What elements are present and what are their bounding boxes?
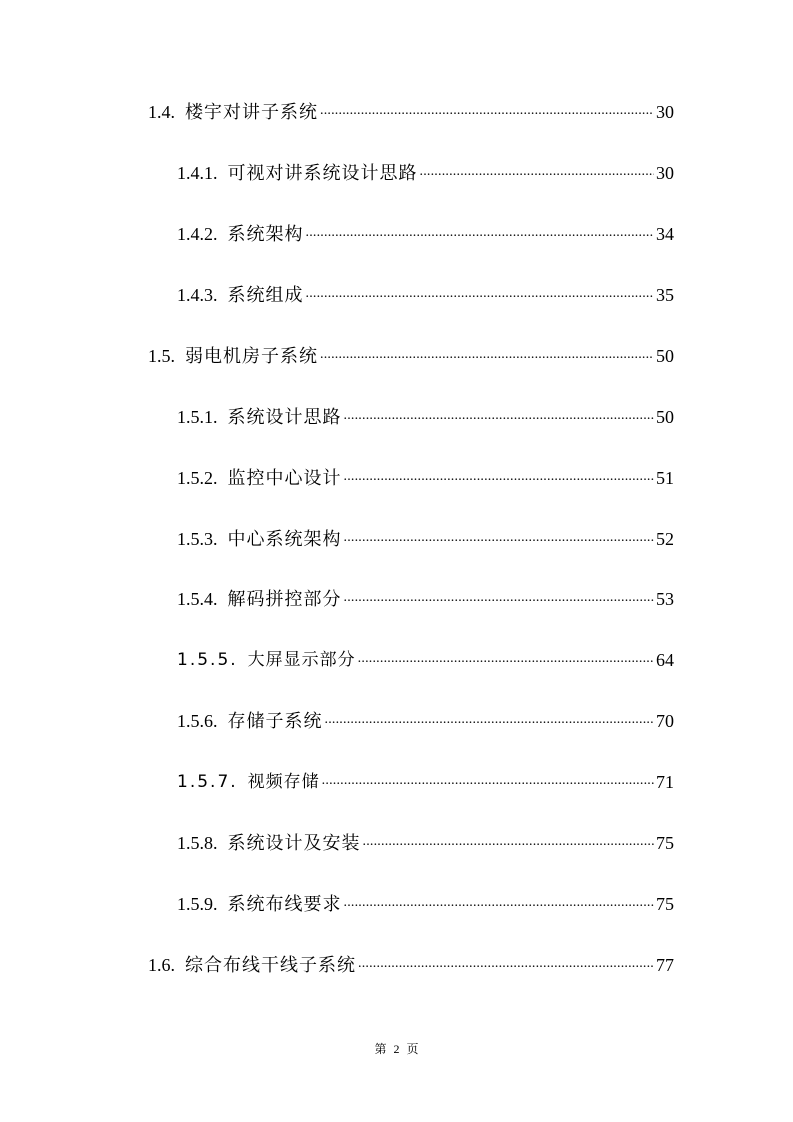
toc-entry-1-5-3[interactable] bbox=[177, 520, 674, 550]
toc-entry-1-4-2[interactable] bbox=[177, 215, 674, 245]
toc-entry-page: 70 bbox=[656, 711, 674, 731]
toc-dot-leader bbox=[344, 588, 655, 610]
toc-entry-number: 1.4. bbox=[148, 102, 175, 122]
toc-dot-leader bbox=[344, 893, 655, 915]
toc-entry-page: 50 bbox=[656, 407, 674, 427]
footer-page-number: 2 bbox=[393, 1042, 400, 1056]
toc-dot-leader bbox=[358, 649, 654, 671]
toc-entry-1-5-1[interactable] bbox=[177, 398, 674, 428]
toc-entry-page: 52 bbox=[656, 529, 674, 549]
toc-dot-leader bbox=[344, 467, 655, 489]
toc-entry-1-5-7[interactable] bbox=[177, 763, 674, 793]
toc-dot-leader bbox=[320, 345, 654, 367]
toc-entry-page: 71 bbox=[656, 772, 674, 792]
toc-entry-number: 1.4.1. bbox=[177, 163, 218, 183]
toc-entry-title: 大屏显示部分 bbox=[247, 650, 356, 670]
toc-entry-page: 34 bbox=[656, 224, 674, 244]
toc-entry-page: 75 bbox=[656, 894, 674, 914]
toc-dot-leader bbox=[358, 954, 654, 976]
toc-entry-number: 1.5.7. bbox=[177, 772, 238, 792]
toc-entry-title: 可视对讲系统设计思路 bbox=[227, 163, 418, 183]
toc-dot-leader bbox=[420, 162, 655, 184]
toc-entry-title: 存储子系统 bbox=[227, 711, 323, 731]
toc-entry-title: 系统设计及安装 bbox=[227, 833, 361, 853]
toc-entry-page: 77 bbox=[656, 955, 674, 975]
toc-entry-title: 解码拼控部分 bbox=[227, 589, 342, 609]
toc-entry-1-4-1[interactable] bbox=[177, 154, 674, 184]
toc-entry-number: 1.5.9. bbox=[177, 894, 218, 914]
toc-entry-title: 系统布线要求 bbox=[227, 894, 342, 914]
toc-entry-title: 视频存储 bbox=[247, 772, 320, 792]
toc-dot-leader bbox=[325, 710, 655, 732]
toc-entry-1-5-5[interactable] bbox=[177, 641, 674, 671]
toc-entry-number: 1.5.2. bbox=[177, 468, 218, 488]
toc-dot-leader bbox=[363, 832, 655, 854]
page-footer bbox=[0, 1040, 793, 1057]
toc-entry-number: 1.4.3. bbox=[177, 285, 218, 305]
toc-dot-leader bbox=[320, 101, 654, 123]
toc-entry-1-5-4[interactable] bbox=[177, 580, 674, 610]
toc-entry-number: 1.6. bbox=[148, 955, 175, 975]
toc-entry-page: 51 bbox=[656, 468, 674, 488]
toc-dot-leader bbox=[344, 406, 655, 428]
toc-entry-1-4-3[interactable] bbox=[177, 276, 674, 306]
toc-entry-title: 中心系统架构 bbox=[227, 529, 342, 549]
toc-dot-leader bbox=[322, 771, 654, 793]
toc-entry-number: 1.5.8. bbox=[177, 833, 218, 853]
footer-prefix: 第 bbox=[374, 1042, 387, 1056]
toc-entry-title: 弱电机房子系统 bbox=[185, 346, 318, 366]
toc-entry-page: 50 bbox=[656, 346, 674, 366]
toc-entry-1-4[interactable] bbox=[148, 93, 674, 123]
toc-entry-number: 1.5. bbox=[148, 346, 175, 366]
toc-entry-1-5-9[interactable] bbox=[177, 885, 674, 915]
toc-entry-1-6[interactable] bbox=[148, 946, 674, 976]
toc-dot-leader bbox=[306, 284, 655, 306]
toc-entry-page: 75 bbox=[656, 833, 674, 853]
toc-entry-1-5-2[interactable] bbox=[177, 459, 674, 489]
toc-entry-number: 1.5.4. bbox=[177, 589, 218, 609]
toc-entry-1-5-6[interactable] bbox=[177, 702, 674, 732]
toc-entry-title: 监控中心设计 bbox=[227, 468, 342, 488]
toc-entry-title: 系统组成 bbox=[227, 285, 304, 305]
toc-dot-leader bbox=[344, 528, 655, 550]
toc-entry-title: 楼宇对讲子系统 bbox=[185, 102, 318, 122]
toc-entry-page: 64 bbox=[656, 650, 674, 670]
toc-entry-number: 1.5.1. bbox=[177, 407, 218, 427]
toc-entry-page: 35 bbox=[656, 285, 674, 305]
toc-entry-1-5[interactable] bbox=[148, 337, 674, 367]
toc-entry-title: 系统设计思路 bbox=[227, 407, 342, 427]
toc-entry-number: 1.5.6. bbox=[177, 711, 218, 731]
toc-entry-1-5-8[interactable] bbox=[177, 824, 674, 854]
toc-entry-title: 系统架构 bbox=[227, 224, 304, 244]
toc-entry-page: 53 bbox=[656, 589, 674, 609]
toc-entry-number: 1.4.2. bbox=[177, 224, 218, 244]
toc-entry-page: 30 bbox=[656, 102, 674, 122]
toc-entry-number: 1.5.5. bbox=[177, 650, 238, 670]
toc-entry-page: 30 bbox=[656, 163, 674, 183]
toc-entry-number: 1.5.3. bbox=[177, 529, 218, 549]
toc-dot-leader bbox=[306, 223, 655, 245]
footer-suffix: 页 bbox=[406, 1042, 419, 1056]
toc-entry-title: 综合布线干线子系统 bbox=[185, 955, 356, 975]
